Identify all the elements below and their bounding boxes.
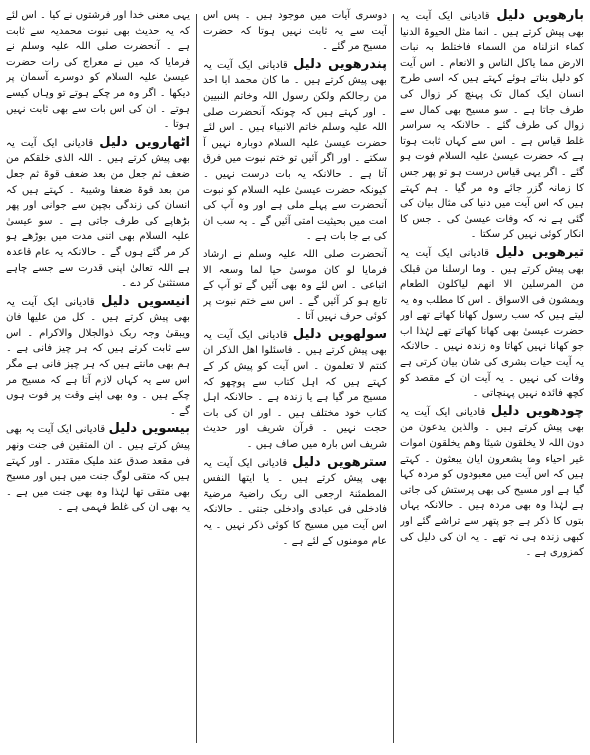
paragraph-text: قادیانی ایک آیت یہ بھی پیش کرتے ہیں ۔ انما مثل الحیوۃ الدنیا کماء انزلناہ من السماء فاختلط بہ نبات الارض مما یاکل الناس و الانعام ۔ اس آیت کو دلیل بناتے ہوئے کہتے ہیں کہ اسی طرح انسان ایک کمال تک پہنچ کر زوال کی طرف جاتا ہے ۔ سو مسیح بھی کمال سے زوال کی طرف گئے ۔ حالانکہ یہ سراسر غلط قیاس ہے ۔ اس سے کہاں ثابت ہوتا ہے کہ حضرت عیسیٰ علیہ السلام فوت ہو گئے ۔ اگر یہی قیاس درست ہو تو پھر جس کا زمانہ گزر جائے وہ مر گیا ۔ ہم کہتے ہیں کہ اس آیت میں دنیا کی مثال بیان کی گئی ہے نہ کہ وفات عیسیٰ کی ۔ جس کا انکار کوئی نہیں کر سکتا ۔ <box>400 11 584 241</box>
article-paragraph <box>6 421 190 516</box>
paragraph-text: قادیانی ایک آیت یہ بھی پیش کرتے ہیں ۔ والذین یدعون من دون اللہ لا یخلقون شیئا وھم یخلقون اموات غیر احیاء وما یشعرون ایان یبعثون ۔ کہتے ہیں کہ اس آیت میں معبودوں کو مردہ کہا گیا ہے اور مسیح کی بھی پرستش کی جاتی ہے لہٰذا وہ بھی مردہ ہیں ۔ حالانکہ یہاں بتوں کا ذکر ہے جو پتھر سے تراشے گئے اور کبھی زندہ ہی نہ تھے ۔ یہ ان کی دلیل کی کمزوری ہے ۔ <box>400 406 584 559</box>
article-paragraph <box>203 455 387 550</box>
article-paragraph <box>6 135 190 292</box>
paragraph-text: قادیانی ایک آیت یہ بھی پیش کرتے ہیں ۔ ان المتقین فی جنت ونھر فی مقعد صدق عند ملیک مقتدر ۔ اور کہتے ہیں کہ متقی لوگ جنت میں ہیں اور مسیح بھی متقی تھا لہٰذا وہ بھی جنت میں ہے ۔ یہ بھی ان کی غلط فہمی ہے ۔ <box>6 424 190 514</box>
section-heading: چودھویں دلیل <box>490 403 584 419</box>
section-heading: انیسویں دلیل <box>101 293 190 309</box>
section-heading: اٹھارویں دلیل <box>99 134 190 150</box>
text-column-left <box>6 8 190 749</box>
section-heading: بارھویں دلیل <box>496 8 584 23</box>
article-paragraph <box>6 8 190 133</box>
article-paragraph <box>203 327 387 453</box>
section-heading: سترھویں دلیل <box>292 454 387 470</box>
column-divider <box>393 14 394 743</box>
section-heading: سولھویں دلیل <box>292 326 387 342</box>
article-paragraph <box>203 8 387 55</box>
article-paragraph <box>6 294 190 420</box>
paragraph-text: دوسری آیات میں موجود ہیں ۔ پس اس آیت سے یہ ثابت نہیں ہوتا کہ حضرت مسیح مر گئے ۔ <box>203 10 387 53</box>
paragraph-text: قادیانی ایک آیت یہ بھی پیش کرتے ہیں ۔ یا ایتھا النفس المطمئنۃ ارجعی الی ربک راضیۃ مرضیۃ فادخلی فی عبادی وادخلی جنتی ۔ حالانکہ اس آیت میں مسیح کا کوئی ذکر نہیں ۔ یہ عام مومنوں کے لئے ہے ۔ <box>203 457 387 547</box>
section-heading: تیرھویں دلیل <box>495 244 584 260</box>
text-column-right <box>400 8 584 749</box>
paragraph-text: قادیانی ایک آیت یہ بھی پیش کرتے ہیں ۔ کل من علیھا فان ویبقیٰ وجہ ربک ذوالجلال والاکرام ۔ اس سے ثابت کرتے ہیں کہ ہر چیز فانی ہے ۔ ہم بھی مانتے ہیں کہ ہر چیز فانی ہے مگر اس سے یہ کہاں لازم آتا ہے کہ مسیح مر چکے ہیں ۔ وہ بھی اپنے وقت پر فوت ہوں گے ۔ <box>6 296 190 417</box>
article-paragraph <box>203 247 387 325</box>
paragraph-text: آنحضرت صلی اللہ علیہ وسلم نے ارشاد فرمایا لو کان موسیٰ حیا لما وسعہ الا اتباعی ۔ اس لئے وہ بھی آئیں گے تو آپ کے تابع ہو کر آئیں گے ۔ اس سے ختم نبوت پر کوئی حرف نہیں آتا ۔ <box>203 248 387 323</box>
article-paragraph <box>400 245 584 402</box>
section-heading: بیسویں دلیل <box>108 421 190 437</box>
column-divider <box>196 14 197 743</box>
section-heading: پندرھویں دلیل <box>293 56 387 72</box>
paragraph-text: قادیانی ایک آیت یہ بھی پیش کرتے ہیں ۔ فاسئلوا اھل الذکر ان کنتم لا تعلمون ۔ اس آیت کو پیش کر کے کہتے ہیں کہ اہل کتاب سے پوچھو کہ مسیح مر گیا ہے یا زندہ ہے ۔ حالانکہ اہل کتاب خود مختلف ہیں ۔ اور ان کی بات حجت نہیں ۔ قرآن شریف اور حدیث شریف اس بارہ میں صاف ہیں ۔ <box>203 329 387 451</box>
paragraph-text: قادیانی ایک آیت یہ بھی پیش کرتے ہیں ۔ ما کان محمد ابا احد من رجالکم ولکن رسول اللہ وخاتم النبیین ۔ اور کہتے ہیں کہ چونکہ آنحضرت صلی اللہ علیہ وسلم خاتم الانبیاء ہیں ۔ اس لئے حضرت عیسیٰ علیہ السلام دوبارہ نہیں آ سکتے ۔ اور اگر آئیں تو ختم نبوت میں فرق آتا ہے ۔ حالانکہ یہ بات درست نہیں ۔ کیونکہ حضرت عیسیٰ علیہ السلام کو نبوت آنحضرت سے پہلے ملی ہے اور وہ آپ کی امت میں بحیثیت امتی آئیں گے ۔ یہ سب ان کی بے جا بات ہے ۔ <box>203 59 387 243</box>
paragraph-text: قادیانی ایک آیت یہ بھی پیش کرتے ہیں ۔ اللہ الذی خلقکم من ضعف ثم جعل من بعد ضعف قوۃ ثم جعل من بعد قوۃ ضعفا وشیبۃ ۔ کہتے ہیں کہ انسان کی زندگی بچپن سے جوانی اور پھر بڑھاپے کی طرف جاتی ہے ۔ سو عیسیٰ علیہ السلام بھی اتنی مدت میں بوڑھے ہو کر مر گئے ہوں گے ۔ حالانکہ یہ عام قاعدہ ہے اللہ تعالیٰ اپنی قدرت سے جسے چاہے مستثنیٰ کر دے ۔ <box>6 137 190 290</box>
paragraph-text: یہی معنی خدا اور فرشتوں نے کیا ۔ اس لئے کہ یہ حدیث بھی نبوت محمدیہ سے ثابت ہے ۔ آنحضرت صلی اللہ علیہ وسلم نے فرمایا کہ میں نے معراج کی رات حضرت عیسیٰ علیہ السلام کو دوسرے آسمان پر دیکھا ۔ اگر وہ مر چکے ہوتے تو وہاں کیسے ہوتے ۔ ان کی اس بات سے بھی ثابت نہیں ہوتا ۔ <box>6 10 190 131</box>
article-paragraph <box>400 8 584 243</box>
paragraph-text: قادیانی ایک آیت یہ بھی پیش کرتے ہیں ۔ وما ارسلنا من قبلک من المرسلین الا انھم لیاکلون الطعام ویمشون فی الاسواق ۔ اس کا مطلب وہ یہ لیتے ہیں کہ سب رسول کھانا کھاتے تھے اور حضرت عیسیٰ بھی کھانا کھاتے تھے لہٰذا اب جو کھانا نہیں کھاتا وہ زندہ نہیں ۔ حالانکہ یہ آیت حیات بشری کی شان بیان کرتی ہے وفات کی نہیں ۔ یہ آیت ان کے مقصد کو کچھ فائدہ نہیں پہنچاتی ۔ <box>400 247 584 400</box>
article-paragraph <box>203 57 387 245</box>
article-paragraph <box>400 404 584 561</box>
text-column-middle <box>203 8 387 749</box>
